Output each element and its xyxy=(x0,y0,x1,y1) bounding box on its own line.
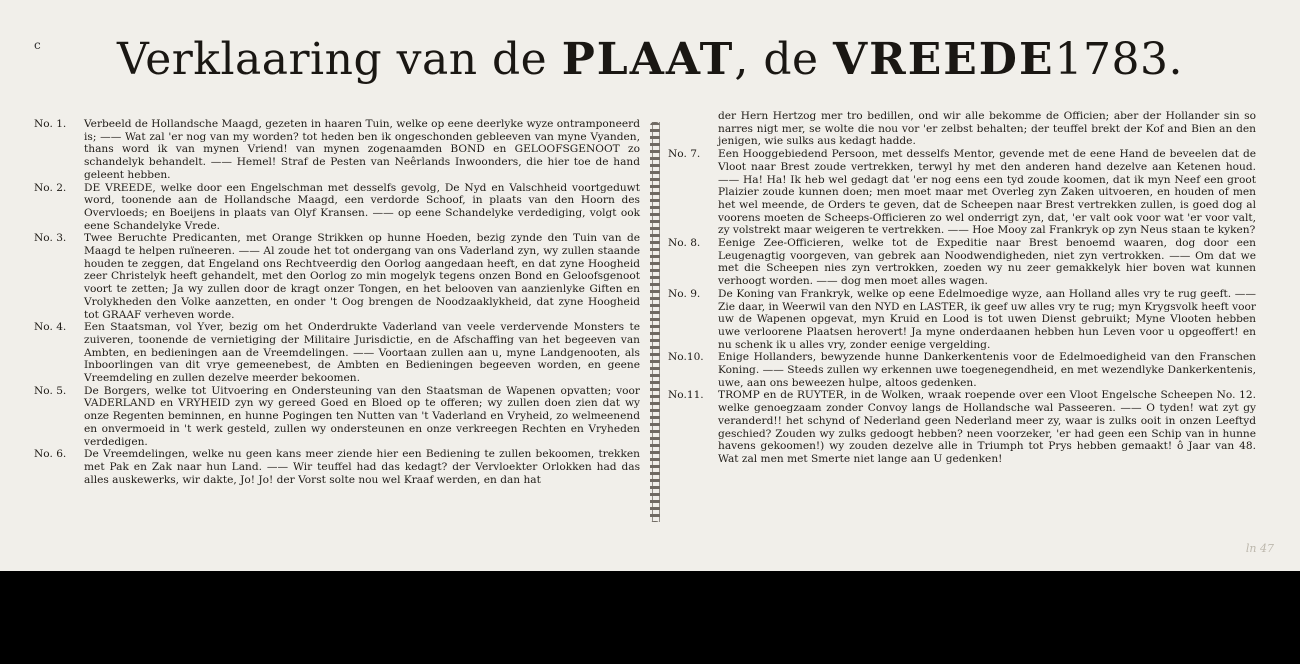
entry-text: De Vreemdelingen, welke nu geen kans meer ziende hier een Bediening te zullen bekoomen, trekken met Pak en Zak naar hun Land. —— Wir teuffel had das kedagt? der Vervloekter Orlokken had das alles auskewerks, wir dakte, Jo! Jo! der Vorst solte nou wel Kraaf werden, en dan hat xyxy=(84,448,640,486)
title-part-4: VREEDE xyxy=(833,34,1055,85)
entry-number: No. 4. xyxy=(34,321,67,334)
entry-number: No. 1. xyxy=(34,118,67,130)
title-part-3: , de xyxy=(734,34,834,85)
title-part-1: Verklaaring van de xyxy=(117,34,562,85)
entry-4 xyxy=(34,321,640,385)
entry-5 xyxy=(34,385,640,449)
entry-number: No. 9. xyxy=(668,287,701,300)
left-column xyxy=(34,118,640,486)
entry-text: Twee Beruchte Predicanten, met Orange Strikken op hunne Hoeden, bezig zynde den Tuin van de Maagd te helpen ruïneeren. —— Al zoude het tot ondergang van ons Vaderland zyn, wy zullen staande houden te zeggen, dat Engeland ons Rechtveerdig den Oorlog aangedaan heeft, en dat zyne Hoogheid zeer Christelyk heeft gehandelt, met den Oorlog zo min mogelyk tegens onzen Bond en Geloofsgenoot voort te zetten; Ja wy zullen door de kragt onzer Tongen, en het belooven van aanzienlyke Giften en Vrolykheden den Volke aanzetten, en onder 't Oog brengen de Noodzaaklykheid, dat zyne Hoogheid tot GRAAF verheven worde. xyxy=(84,232,640,321)
chain-divider xyxy=(650,122,660,522)
entry-text: De Borgers, welke tot Uitvoering en Ondersteuning van den Staatsman de Wapenen opvatten; voor VADERLAND en VRYHEID zyn wy gereed Goed en Bloed op te offeren; wy zullen doen zien dat wy onze Regenten beminnen, en hunne Pogingen ten Nutten van 't Vaderland en Vryheid, zo welmeenend en onvermoeid in 't werk gesteld, zullen wy ondersteunen en onze verkreegen Rechten en Vryheden verdedigen. xyxy=(84,384,640,448)
title-year: 1783. xyxy=(1054,34,1183,85)
entry-number: No. 2. xyxy=(34,181,67,194)
entry-1 xyxy=(34,118,640,182)
title-part-2: PLAAT xyxy=(561,34,735,85)
entry-9 xyxy=(668,288,1256,352)
pencil-mark: ln 47 xyxy=(1245,542,1274,555)
entry-2 xyxy=(34,182,640,233)
entry-number: No. 3. xyxy=(34,232,67,245)
entry-text: Eenige Zee-Officieren, welke tot de Expeditie naar Brest benoemd waaren, dog door een Leugenagtig voorgeven, van gebrek aan Noodwendigheden, niet zyn vertrokken. —— Om dat we met die Scheepen nies zyn vertrokken, zoeden wy nu zeer gemakkelyk hier boven wat kunnen verhoogt worden. —— dog men moet alles wagen. xyxy=(718,237,1256,288)
entry-11 xyxy=(668,389,1256,465)
entry-text: Een Hooggebiedend Persoon, met desselfs Mentor, gevende met de eene Hand de beveelen dat de Vloot naar Brest zoude vertrekken, terwyl hy met den anderen hand dezelve aan Ketenen houd. —— Ha! Ha! Ik heb wel gedagt dat 'er nog eens een tyd zoude koomen, dat ik myn Neef een groot Plaizier zoude kunnen doen; men moet maar met Overleg zyn Zaken uitvoeren, en houden of men het wel meende, de Orders te geven, dat de Scheepen naar Brest vertrekken zullen, is goed dog al voorens moeten de Scheeps-Officieren zo wel onderrigt zyn, dat, 'er valt ook voor wat 'er voor valt, zy volstrekt maar weigeren te vertrekken. —— Hoe Mooy zal Frankryk op zyn Neus staan te kyken? xyxy=(718,148,1256,237)
entry-7 xyxy=(668,148,1256,237)
corner-mark: c xyxy=(34,38,41,52)
entry-text: der Hern Hertzog mer tro bedillen, ond wir alle bekomme de Officien; aber der Hollander sin so narres nigt mer, se wolte die nou vor 'er zelbst behalten; der teuffel brekt der Kof and Bien an den jenigen, wie sulks aus kedagt hadde. xyxy=(718,110,1256,148)
entry-3 xyxy=(34,232,640,321)
entry-number xyxy=(668,110,718,148)
entry-text: Enige Hollanders, bewyzende hunne Dankerkentenis voor de Edelmoedigheid van den Franschen Koning. —— Steeds zullen wy erkennen uwe toegenegendheid, en met wezendlyke Dankerkentenis, uwe, aan ons beweezen hulpe, altoos gedenken. xyxy=(718,351,1256,389)
entry-number: No. 5. xyxy=(34,384,67,397)
entry-number: No.10. xyxy=(668,351,704,364)
page-title xyxy=(0,34,1300,85)
entry-text: DE VREEDE, welke door een Engelschman met desselfs gevolg, De Nyd en Valschheid voortgeduwt word, toonende aan de Hollandsche Maagd, een verdorde Schoof, in plaats van den Hoorn des Overvloeds; en Boeijens in plaats van Olyf Kransen. —— op eene Schandelyke verdediging, volgt ook eene Schandelyke Vrede. xyxy=(84,181,640,232)
entry-6-continued xyxy=(668,110,1256,148)
right-column xyxy=(668,110,1256,466)
entry-number: No. 8. xyxy=(668,237,701,250)
entry-8 xyxy=(668,237,1256,288)
entry-text: Een Staatsman, vol Yver, bezig om het Onderdrukte Vaderland van veele verdervende Monsters te zuiveren, toonende de vernietiging der Militaire Jurisdictie, en de Afschaffing van het begeeven van Ambten, en bedieningen aan de Vreemdelingen. —— Voortaan zullen aan u, myne Landgenooten, als Inboorlingen van dit vrye gemeenebest, de Ambten en Bedieningen begeeven worden, en geene Vreemdeling en zullen dezelve meerder bekoomen. xyxy=(84,321,640,385)
bottom-bar xyxy=(0,571,1300,664)
entry-10 xyxy=(668,351,1256,389)
entry-number: No. 6. xyxy=(34,448,67,461)
entry-6 xyxy=(34,448,640,486)
entry-text: TROMP en de RUYTER, in de Wolken, wraak roepende over een Vloot Engelsche Scheepen No. 12. welke genoegzaam zonder Convoy langs de Hollandsche wal Passeeren. —— O tyden! wat zyt gy veranderd!! het schynd of Nederland geen Nederland meer zy, waar is zulks ooit in onzen Leeftyd geschied? Zouden wy zulks gedoogt hebben? neen voorzeker, 'er had geen een Schip van in hunne havens gekoomen!) wy zouden dezelve alle in Triumph tot Prys hebben gemaakt! ô Jaar van 48. Wat zal men met Smerte niet lange aan U gedenken! xyxy=(718,389,1256,465)
entry-text: De Koning van Frankryk, welke op eene Edelmoedige wyze, aan Holland alles vry te rug geeft. —— Zie daar, in Weerwil van den NYD en LASTER, ik geef uw alles vry te rug; myn Krygsvolk heeft voor uw de Wapenen opgevat, myn Kruid en Lood is tot uwen Dienst gebruikt; Myne Vlooten hebben uwe verloorene Plaatsen herovert! Ja myne onderdaanen hebben hun Leven voor u opgeoffert! en nu schenk ik u alles vry, zonder eenige vergelding. xyxy=(718,287,1256,351)
entry-number: No.11. xyxy=(668,389,704,402)
entry-number: No. 7. xyxy=(668,148,701,161)
entry-text: Verbeeld de Hollandsche Maagd, gezeten in haaren Tuin, welke op eene deerlyke wyze ontramponeerd is; —— Wat zal 'er nog van my worden? tot heden ben ik ongeschonden gebleeven van myne Vyanden, thans word ik van mynen Vriend! van mynen zogenaamden BOND en GELOOFSGENOOT zo schandelyk behandelt. —— Hemel! Straf de Pesten van Neêrlands Inwoonders, die hier toe de hand geleent hebben. xyxy=(84,118,640,181)
